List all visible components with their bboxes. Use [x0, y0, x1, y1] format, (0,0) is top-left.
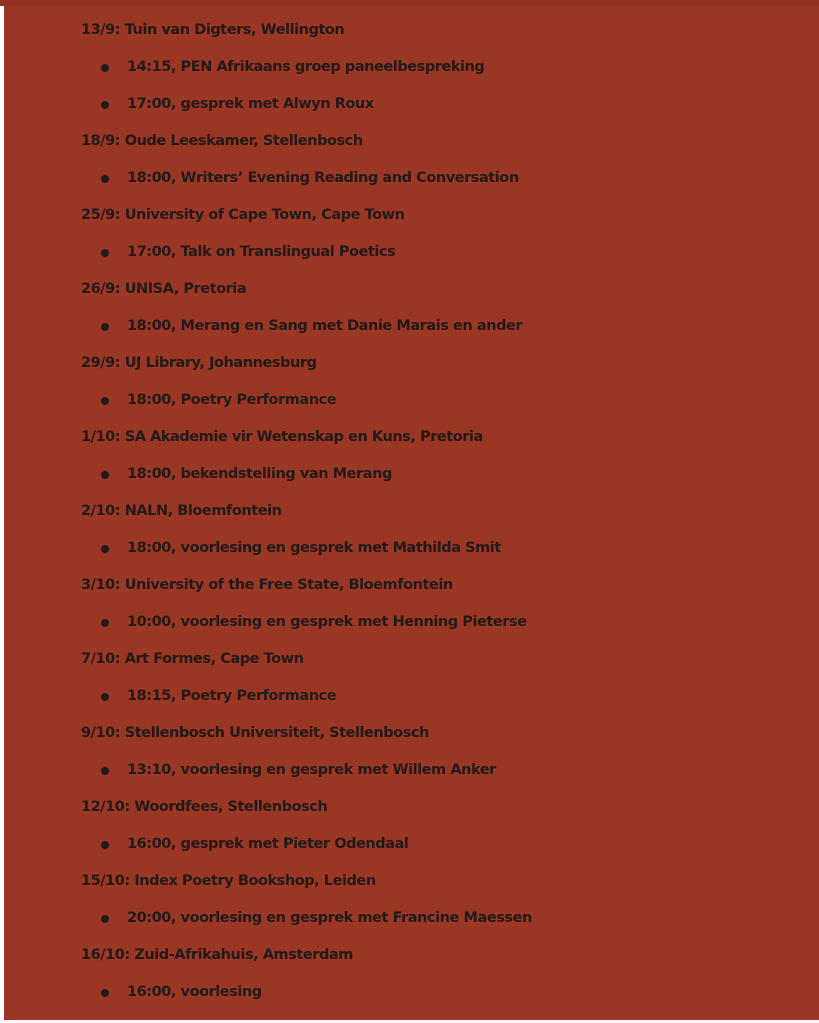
event-entry: [81, 12, 816, 123]
session-list: [81, 382, 816, 419]
session-text: 17:00, Talk on Translingual Poetics: [127, 244, 396, 260]
session-list: [81, 604, 816, 641]
event-date-venue: 25/9: University of Cape Town, Cape Town: [81, 207, 405, 223]
session-item: [81, 456, 816, 493]
event-entry: [81, 197, 816, 271]
bullet-icon: [101, 397, 109, 405]
event-entry: [81, 123, 816, 197]
event-date-venue: 26/9: UNISA, Pretoria: [81, 281, 247, 297]
session-list: [81, 752, 816, 789]
session-list: [81, 234, 816, 271]
event-schedule-list: [81, 12, 816, 1011]
session-item: [81, 160, 816, 197]
session-text: 18:00, Writers’ Evening Reading and Conversation: [127, 170, 519, 186]
event-entry: [81, 715, 816, 789]
event-date-venue: 15/10: Index Poetry Bookshop, Leiden: [81, 873, 376, 889]
session-text: 20:00, voorlesing en gesprek met Francine Maessen: [127, 910, 532, 926]
event-date-venue: 2/10: NALN, Bloemfontein: [81, 503, 282, 519]
session-list: [81, 308, 816, 345]
session-list: [81, 49, 816, 123]
session-item: [81, 86, 816, 123]
bullet-icon: [101, 767, 109, 775]
session-text: 18:00, voorlesing en gesprek met Mathilda Smit: [127, 540, 501, 556]
left-edge-strip: [0, 0, 4, 1023]
event-entry: [81, 863, 816, 937]
session-item: [81, 900, 816, 937]
event-date-venue: 18/9: Oude Leeskamer, Stellenbosch: [81, 133, 363, 149]
event-date-venue: 3/10: University of the Free State, Bloemfontein: [81, 577, 453, 593]
session-list: [81, 530, 816, 567]
event-date-venue: 13/9: Tuin van Digters, Wellington: [81, 22, 345, 38]
bullet-icon: [101, 471, 109, 479]
session-item: [81, 678, 816, 715]
session-text: 18:00, bekendstelling van Merang: [127, 466, 392, 482]
bullet-icon: [101, 323, 109, 331]
session-text: 18:00, Poetry Performance: [127, 392, 337, 408]
session-text: 13:10, voorlesing en gesprek met Willem Anker: [127, 762, 496, 778]
session-item: [81, 974, 816, 1011]
bullet-icon: [101, 693, 109, 701]
bullet-icon: [101, 989, 109, 997]
session-item: [81, 234, 816, 271]
event-entry: [81, 937, 816, 1011]
top-edge-strip: [0, 0, 819, 6]
event-entry: [81, 345, 816, 419]
session-text: 16:00, gesprek met Pieter Odendaal: [127, 836, 409, 852]
session-item: [81, 308, 816, 345]
bullet-icon: [101, 175, 109, 183]
event-entry: [81, 567, 816, 641]
session-text: 18:00, Merang en Sang met Danie Marais en ander: [127, 318, 523, 334]
session-text: 14:15, PEN Afrikaans groep paneelbespreking: [127, 59, 485, 75]
event-date-venue: 29/9: UJ Library, Johannesburg: [81, 355, 317, 371]
session-item: [81, 49, 816, 86]
event-entry: [81, 789, 816, 863]
session-item: [81, 604, 816, 641]
event-date-venue: 1/10: SA Akademie vir Wetenskap en Kuns, Pretoria: [81, 429, 483, 445]
session-item: [81, 382, 816, 419]
bullet-icon: [101, 841, 109, 849]
session-list: [81, 974, 816, 1011]
session-text: 18:15, Poetry Performance: [127, 688, 337, 704]
event-entry: [81, 271, 816, 345]
event-date-venue: 7/10: Art Formes, Cape Town: [81, 651, 304, 667]
event-date-venue: 12/10: Woordfees, Stellenbosch: [81, 799, 328, 815]
session-text: 10:00, voorlesing en gesprek met Henning Pieterse: [127, 614, 527, 630]
session-list: [81, 900, 816, 937]
bullet-icon: [101, 915, 109, 923]
session-item: [81, 530, 816, 567]
event-date-venue: 9/10: Stellenbosch Universiteit, Stellenbosch: [81, 725, 429, 741]
bullet-icon: [101, 249, 109, 257]
bullet-icon: [101, 101, 109, 109]
bullet-icon: [101, 545, 109, 553]
session-list: [81, 826, 816, 863]
event-entry: [81, 493, 816, 567]
session-text: 16:00, voorlesing: [127, 984, 262, 1000]
session-list: [81, 456, 816, 493]
event-date-venue: 16/10: Zuid-Afrikahuis, Amsterdam: [81, 947, 353, 963]
bullet-icon: [101, 64, 109, 72]
session-list: [81, 678, 816, 715]
session-item: [81, 752, 816, 789]
event-entry: [81, 419, 816, 493]
session-item: [81, 826, 816, 863]
event-entry: [81, 641, 816, 715]
session-text: 17:00, gesprek met Alwyn Roux: [127, 96, 374, 112]
session-list: [81, 160, 816, 197]
bullet-icon: [101, 619, 109, 627]
